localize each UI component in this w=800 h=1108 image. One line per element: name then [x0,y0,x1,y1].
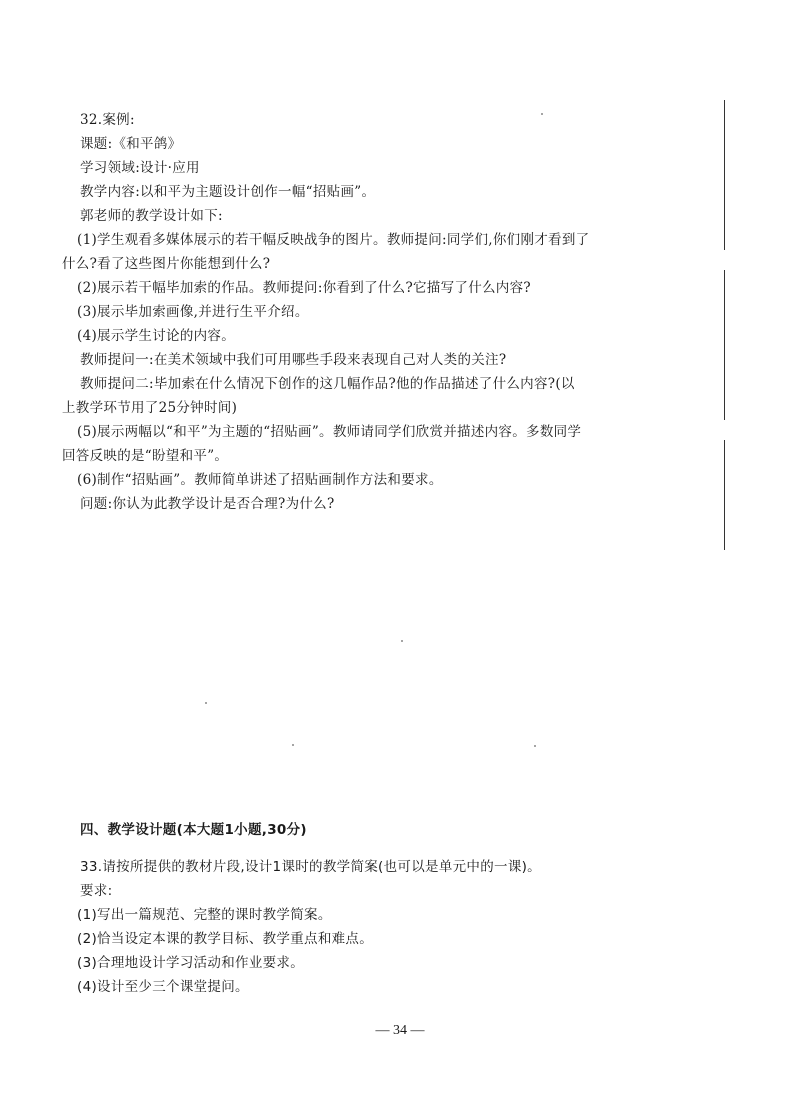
teaching-content: 教学内容:以和平为主题设计创作一幅“招贴画”。 [80,184,376,200]
requirement-1: (1)写出一篇规范、完整的课时教学简案。 [77,907,332,923]
discussion-question: 问题:你认为此教学设计是否合理?为什么? [80,496,335,512]
binding-line [724,100,725,250]
scan-speck [205,702,207,704]
teacher-question-2-line-1: 教师提问二:毕加索在什么情况下创作的这几幅作品?他的作品描述了什么内容?(以 [80,376,575,392]
binding-line [724,440,725,550]
step-1-line-1: (1)学生观看多媒体展示的若干幅反映战争的图片。教师提问:同学们,你们刚才看到了 [77,232,590,248]
step-4: (4)展示学生讨论的内容。 [77,328,236,344]
design-intro: 郭老师的教学设计如下: [80,208,223,224]
page-number: — 34 — [375,1023,425,1038]
requirement-2: (2)恰当设定本课的教学目标、教学重点和难点。 [77,931,374,947]
step-5-line-1: (5)展示两幅以“和平”为主题的“招贴画”。教师请同学们欣赏并描述内容。多数同学 [77,424,582,440]
step-3: (3)展示毕加索画像,并进行生平介绍。 [77,304,309,320]
teacher-question-2-line-2: 上教学环节用了25分钟时间) [62,400,238,416]
step-1-line-2: 什么?看了这些图片你能想到什么? [62,256,271,272]
step-6: (6)制作“招贴画”。教师简单讲述了招贴画制作方法和要求。 [77,472,443,488]
scan-speck [534,745,536,747]
scan-speck [541,113,543,115]
requirements-label: 要求: [80,883,113,899]
requirement-4: (4)设计至少三个课堂提问。 [77,979,249,995]
learning-domain: 学习领域:设计·应用 [80,160,200,176]
scan-speck [401,640,403,642]
lesson-topic: 课题:《和平鸽》 [80,136,182,152]
requirement-3: (3)合理地设计学习活动和作业要求。 [77,955,305,971]
question-33-prompt: 33.请按所提供的教材片段,设计1课时的教学简案(也可以是单元中的一课)。 [80,859,541,875]
binding-line [724,270,725,420]
question-32-heading: 32.案例: [80,112,135,128]
scan-speck [292,744,294,746]
step-2: (2)展示若干幅毕加索的作品。教师提问:你看到了什么?它描写了什么内容? [77,280,531,296]
section-4-heading: 四、教学设计题(本大题1小题,30分) [80,822,307,838]
step-5-line-2: 回答反映的是“盼望和平”。 [62,448,229,464]
teacher-question-1: 教师提问一:在美术领域中我们可用哪些手段来表现自己对人类的关注? [80,352,507,368]
